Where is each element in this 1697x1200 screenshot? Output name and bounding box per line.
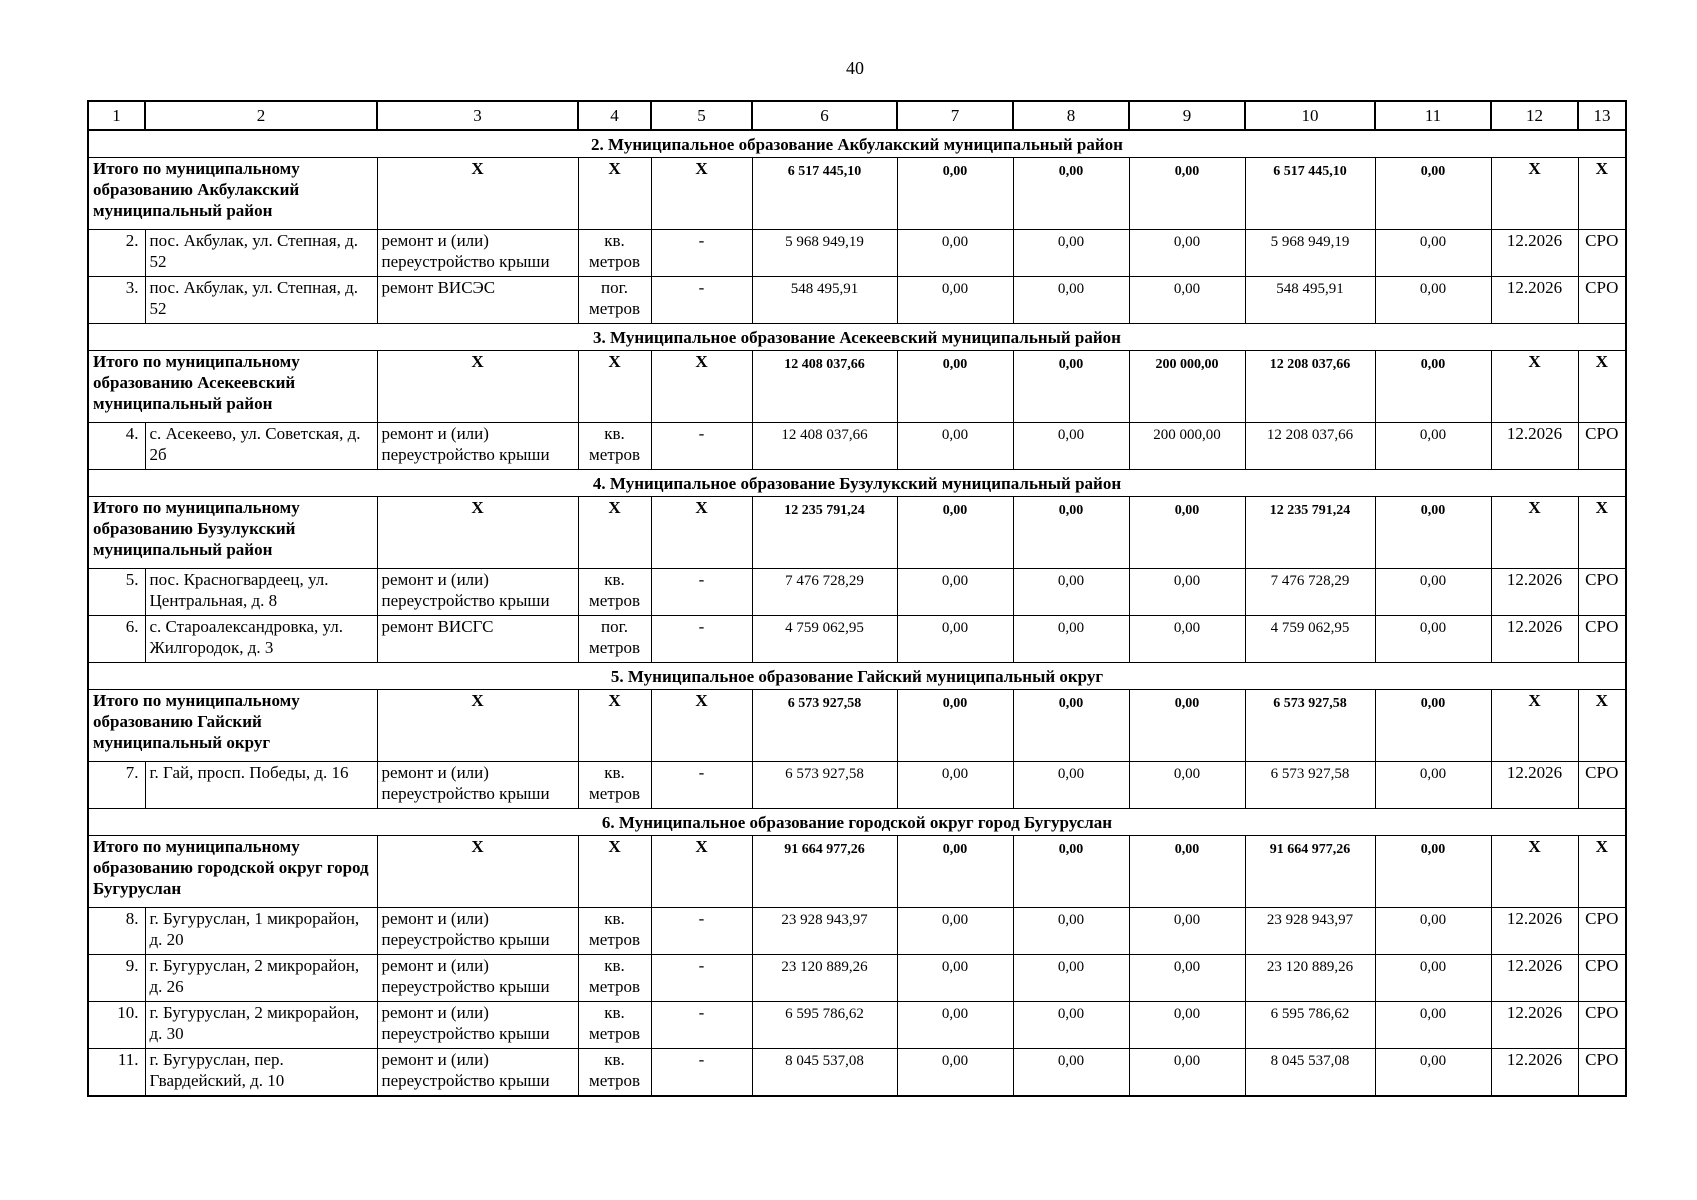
- row-cell-c8: 0,00: [1013, 616, 1129, 663]
- section-title-row: [88, 470, 1626, 497]
- header-cell: 3: [377, 101, 578, 130]
- row-number: 3.: [88, 277, 145, 324]
- address-cell: с. Асекеево, ул. Советская, д. 2б: [145, 423, 377, 470]
- total-cell-c10: 12 235 791,24: [1245, 497, 1375, 569]
- row-cell-c5: -: [651, 569, 752, 616]
- row-cell-c12: 12.2026: [1491, 423, 1578, 470]
- row-cell-c11: 0,00: [1375, 762, 1491, 809]
- row-cell-c9: 0,00: [1129, 908, 1245, 955]
- column-number-header: [88, 101, 1626, 130]
- row-cell-c8: 0,00: [1013, 762, 1129, 809]
- row-number: 8.: [88, 908, 145, 955]
- row-cell-c9: 200 000,00: [1129, 423, 1245, 470]
- row-cell-c11: 0,00: [1375, 230, 1491, 277]
- row-cell-c5: -: [651, 616, 752, 663]
- section-title-row: [88, 809, 1626, 836]
- row-cell-c12: 12.2026: [1491, 1049, 1578, 1097]
- row-cell-c10: 5 968 949,19: [1245, 230, 1375, 277]
- header-cell: 2: [145, 101, 377, 130]
- total-cell-c9: 0,00: [1129, 690, 1245, 762]
- row-cell-c13: СРО: [1578, 569, 1626, 616]
- row-cell-c12: 12.2026: [1491, 762, 1578, 809]
- row-number: 5.: [88, 569, 145, 616]
- row-cell-c10: 548 495,91: [1245, 277, 1375, 324]
- row-cell-c8: 0,00: [1013, 908, 1129, 955]
- row-cell-c5: -: [651, 908, 752, 955]
- total-cell-c3: X: [377, 497, 578, 569]
- unit-cell: кв. метров: [578, 569, 651, 616]
- total-cell-c4: X: [578, 836, 651, 908]
- row-cell-c8: 0,00: [1013, 423, 1129, 470]
- work-type-cell: ремонт и (или) переустройство крыши: [377, 908, 578, 955]
- total-cell-c9: 200 000,00: [1129, 351, 1245, 423]
- address-cell: г. Бугуруслан, 1 микрорайон, д. 20: [145, 908, 377, 955]
- row-cell-c12: 12.2026: [1491, 908, 1578, 955]
- row-cell-c7: 0,00: [897, 955, 1013, 1002]
- table-row: [88, 230, 1626, 277]
- total-label: Итого по муниципальному образованию Бузулукский муниципальный район: [88, 497, 377, 569]
- header-cell: 5: [651, 101, 752, 130]
- section-title-row: [88, 324, 1626, 351]
- total-cell-c13: X: [1578, 351, 1626, 423]
- row-cell-c7: 0,00: [897, 762, 1013, 809]
- row-cell-c6: 23 120 889,26: [752, 955, 897, 1002]
- row-cell-c6: 6 573 927,58: [752, 762, 897, 809]
- total-cell-c11: 0,00: [1375, 158, 1491, 230]
- unit-cell: кв. метров: [578, 423, 651, 470]
- total-cell-c5: X: [651, 497, 752, 569]
- row-number: 2.: [88, 230, 145, 277]
- row-number: 6.: [88, 616, 145, 663]
- row-cell-c11: 0,00: [1375, 277, 1491, 324]
- row-cell-c6: 12 408 037,66: [752, 423, 897, 470]
- row-cell-c10: 6 573 927,58: [1245, 762, 1375, 809]
- unit-cell: кв. метров: [578, 762, 651, 809]
- total-cell-c8: 0,00: [1013, 497, 1129, 569]
- total-cell-c10: 6 573 927,58: [1245, 690, 1375, 762]
- row-cell-c9: 0,00: [1129, 616, 1245, 663]
- row-cell-c13: СРО: [1578, 423, 1626, 470]
- table-row: [88, 569, 1626, 616]
- row-cell-c10: 4 759 062,95: [1245, 616, 1375, 663]
- total-cell-c10: 12 208 037,66: [1245, 351, 1375, 423]
- work-type-cell: ремонт и (или) переустройство крыши: [377, 1002, 578, 1049]
- total-cell-c7: 0,00: [897, 351, 1013, 423]
- address-cell: г. Бугуруслан, 2 микрорайон, д. 26: [145, 955, 377, 1002]
- row-cell-c10: 12 208 037,66: [1245, 423, 1375, 470]
- table-row: [88, 908, 1626, 955]
- total-cell-c13: X: [1578, 158, 1626, 230]
- row-cell-c13: СРО: [1578, 230, 1626, 277]
- total-cell-c10: 91 664 977,26: [1245, 836, 1375, 908]
- address-cell: с. Староалександровка, ул. Жилгородок, д. 3: [145, 616, 377, 663]
- table-row: [88, 1049, 1626, 1097]
- row-cell-c12: 12.2026: [1491, 569, 1578, 616]
- address-cell: г. Гай, просп. Победы, д. 16: [145, 762, 377, 809]
- total-cell-c7: 0,00: [897, 836, 1013, 908]
- row-number: 4.: [88, 423, 145, 470]
- total-cell-c3: X: [377, 351, 578, 423]
- total-cell-c13: X: [1578, 836, 1626, 908]
- row-cell-c8: 0,00: [1013, 955, 1129, 1002]
- row-number: 9.: [88, 955, 145, 1002]
- row-cell-c12: 12.2026: [1491, 955, 1578, 1002]
- work-type-cell: ремонт и (или) переустройство крыши: [377, 569, 578, 616]
- row-cell-c6: 4 759 062,95: [752, 616, 897, 663]
- row-cell-c8: 0,00: [1013, 569, 1129, 616]
- row-cell-c10: 23 120 889,26: [1245, 955, 1375, 1002]
- row-cell-c6: 6 595 786,62: [752, 1002, 897, 1049]
- unit-cell: пог. метров: [578, 277, 651, 324]
- total-cell-c3: X: [377, 158, 578, 230]
- total-cell-c9: 0,00: [1129, 497, 1245, 569]
- row-cell-c7: 0,00: [897, 569, 1013, 616]
- row-cell-c13: СРО: [1578, 1002, 1626, 1049]
- row-cell-c7: 0,00: [897, 1049, 1013, 1097]
- row-cell-c12: 12.2026: [1491, 1002, 1578, 1049]
- total-cell-c10: 6 517 445,10: [1245, 158, 1375, 230]
- row-cell-c7: 0,00: [897, 277, 1013, 324]
- header-cell: 6: [752, 101, 897, 130]
- header-cell: 4: [578, 101, 651, 130]
- row-cell-c7: 0,00: [897, 908, 1013, 955]
- total-cell-c3: X: [377, 836, 578, 908]
- total-cell-c13: X: [1578, 497, 1626, 569]
- section-title: 6. Муниципальное образование городской округ город Бугуруслан: [88, 809, 1626, 836]
- row-cell-c10: 23 928 943,97: [1245, 908, 1375, 955]
- total-cell-c11: 0,00: [1375, 497, 1491, 569]
- section-title: 4. Муниципальное образование Бузулукский муниципальный район: [88, 470, 1626, 497]
- row-cell-c11: 0,00: [1375, 423, 1491, 470]
- header-cell: 11: [1375, 101, 1491, 130]
- total-label: Итого по муниципальному образованию Гайский муниципальный округ: [88, 690, 377, 762]
- page-number: 40: [846, 58, 864, 78]
- total-cell-c3: X: [377, 690, 578, 762]
- total-label: Итого по муниципальному образованию городской округ город Бугуруслан: [88, 836, 377, 908]
- table-row: [88, 1002, 1626, 1049]
- total-cell-c5: X: [651, 690, 752, 762]
- work-type-cell: ремонт и (или) переустройство крыши: [377, 423, 578, 470]
- section-total-row: [88, 836, 1626, 908]
- row-cell-c5: -: [651, 762, 752, 809]
- row-cell-c11: 0,00: [1375, 955, 1491, 1002]
- row-cell-c6: 8 045 537,08: [752, 1049, 897, 1097]
- unit-cell: кв. метров: [578, 955, 651, 1002]
- work-type-cell: ремонт и (или) переустройство крыши: [377, 230, 578, 277]
- table-row: [88, 955, 1626, 1002]
- total-cell-c7: 0,00: [897, 158, 1013, 230]
- row-cell-c11: 0,00: [1375, 569, 1491, 616]
- row-cell-c13: СРО: [1578, 955, 1626, 1002]
- address-cell: г. Бугуруслан, 2 микрорайон, д. 30: [145, 1002, 377, 1049]
- total-cell-c7: 0,00: [897, 497, 1013, 569]
- total-cell-c8: 0,00: [1013, 158, 1129, 230]
- row-cell-c7: 0,00: [897, 423, 1013, 470]
- table-body: [88, 101, 1626, 1096]
- total-cell-c12: X: [1491, 158, 1578, 230]
- row-cell-c10: 8 045 537,08: [1245, 1049, 1375, 1097]
- row-cell-c8: 0,00: [1013, 1002, 1129, 1049]
- table-row: [88, 762, 1626, 809]
- total-cell-c4: X: [578, 351, 651, 423]
- total-label: Итого по муниципальному образованию Асекеевский муниципальный район: [88, 351, 377, 423]
- row-cell-c12: 12.2026: [1491, 277, 1578, 324]
- address-cell: пос. Акбулак, ул. Степная, д. 52: [145, 230, 377, 277]
- row-cell-c9: 0,00: [1129, 230, 1245, 277]
- total-cell-c4: X: [578, 497, 651, 569]
- row-cell-c6: 23 928 943,97: [752, 908, 897, 955]
- unit-cell: кв. метров: [578, 230, 651, 277]
- unit-cell: кв. метров: [578, 908, 651, 955]
- row-cell-c9: 0,00: [1129, 1049, 1245, 1097]
- total-cell-c4: X: [578, 158, 651, 230]
- total-cell-c7: 0,00: [897, 690, 1013, 762]
- row-cell-c13: СРО: [1578, 908, 1626, 955]
- row-cell-c12: 12.2026: [1491, 230, 1578, 277]
- row-cell-c5: -: [651, 955, 752, 1002]
- table-row: [88, 423, 1626, 470]
- section-title-row: [88, 130, 1626, 158]
- total-cell-c4: X: [578, 690, 651, 762]
- row-cell-c9: 0,00: [1129, 762, 1245, 809]
- row-number: 11.: [88, 1049, 145, 1097]
- row-cell-c8: 0,00: [1013, 1049, 1129, 1097]
- header-cell: 1: [88, 101, 145, 130]
- section-total-row: [88, 690, 1626, 762]
- row-cell-c5: -: [651, 277, 752, 324]
- row-number: 7.: [88, 762, 145, 809]
- total-cell-c8: 0,00: [1013, 836, 1129, 908]
- row-cell-c6: 5 968 949,19: [752, 230, 897, 277]
- total-cell-c13: X: [1578, 690, 1626, 762]
- total-label: Итого по муниципальному образованию Акбулакский муниципальный район: [88, 158, 377, 230]
- header-cell: 13: [1578, 101, 1626, 130]
- total-cell-c5: X: [651, 836, 752, 908]
- row-cell-c7: 0,00: [897, 616, 1013, 663]
- row-cell-c6: 548 495,91: [752, 277, 897, 324]
- header-cell: 12: [1491, 101, 1578, 130]
- table-row: [88, 616, 1626, 663]
- work-type-cell: ремонт и (или) переустройство крыши: [377, 1049, 578, 1097]
- total-cell-c11: 0,00: [1375, 690, 1491, 762]
- section-total-row: [88, 351, 1626, 423]
- row-cell-c5: -: [651, 1049, 752, 1097]
- row-cell-c13: СРО: [1578, 1049, 1626, 1097]
- total-cell-c6: 91 664 977,26: [752, 836, 897, 908]
- total-cell-c6: 12 235 791,24: [752, 497, 897, 569]
- work-type-cell: ремонт и (или) переустройство крыши: [377, 762, 578, 809]
- total-cell-c9: 0,00: [1129, 836, 1245, 908]
- row-cell-c11: 0,00: [1375, 908, 1491, 955]
- row-cell-c9: 0,00: [1129, 955, 1245, 1002]
- section-total-row: [88, 158, 1626, 230]
- total-cell-c8: 0,00: [1013, 690, 1129, 762]
- total-cell-c11: 0,00: [1375, 836, 1491, 908]
- total-cell-c6: 6 517 445,10: [752, 158, 897, 230]
- row-cell-c13: СРО: [1578, 616, 1626, 663]
- unit-cell: кв. метров: [578, 1002, 651, 1049]
- total-cell-c12: X: [1491, 351, 1578, 423]
- total-cell-c12: X: [1491, 497, 1578, 569]
- work-type-cell: ремонт и (или) переустройство крыши: [377, 955, 578, 1002]
- address-cell: г. Бугуруслан, пер. Гвардейский, д. 10: [145, 1049, 377, 1097]
- total-cell-c12: X: [1491, 690, 1578, 762]
- table-row: [88, 277, 1626, 324]
- unit-cell: пог. метров: [578, 616, 651, 663]
- row-cell-c10: 6 595 786,62: [1245, 1002, 1375, 1049]
- header-cell: 8: [1013, 101, 1129, 130]
- work-type-cell: ремонт ВИСЭС: [377, 277, 578, 324]
- total-cell-c11: 0,00: [1375, 351, 1491, 423]
- total-cell-c12: X: [1491, 836, 1578, 908]
- row-cell-c9: 0,00: [1129, 277, 1245, 324]
- total-cell-c6: 12 408 037,66: [752, 351, 897, 423]
- total-cell-c9: 0,00: [1129, 158, 1245, 230]
- total-cell-c8: 0,00: [1013, 351, 1129, 423]
- row-cell-c13: СРО: [1578, 277, 1626, 324]
- section-title-row: [88, 663, 1626, 690]
- total-cell-c5: X: [651, 158, 752, 230]
- row-cell-c8: 0,00: [1013, 230, 1129, 277]
- row-cell-c5: -: [651, 230, 752, 277]
- row-cell-c7: 0,00: [897, 230, 1013, 277]
- row-cell-c11: 0,00: [1375, 1002, 1491, 1049]
- section-title: 3. Муниципальное образование Асекеевский муниципальный район: [88, 324, 1626, 351]
- row-cell-c8: 0,00: [1013, 277, 1129, 324]
- row-cell-c7: 0,00: [897, 1002, 1013, 1049]
- row-cell-c11: 0,00: [1375, 616, 1491, 663]
- row-cell-c9: 0,00: [1129, 1002, 1245, 1049]
- header-cell: 7: [897, 101, 1013, 130]
- row-cell-c13: СРО: [1578, 762, 1626, 809]
- total-cell-c5: X: [651, 351, 752, 423]
- row-cell-c5: -: [651, 423, 752, 470]
- capital-repair-table: [87, 100, 1627, 1097]
- row-cell-c10: 7 476 728,29: [1245, 569, 1375, 616]
- address-cell: пос. Красногвардеец, ул. Центральная, д. 8: [145, 569, 377, 616]
- header-cell: 9: [1129, 101, 1245, 130]
- address-cell: пос. Акбулак, ул. Степная, д. 52: [145, 277, 377, 324]
- header-cell: 10: [1245, 101, 1375, 130]
- section-title: 2. Муниципальное образование Акбулакский муниципальный район: [88, 130, 1626, 158]
- work-type-cell: ремонт ВИСГС: [377, 616, 578, 663]
- row-cell-c6: 7 476 728,29: [752, 569, 897, 616]
- total-cell-c6: 6 573 927,58: [752, 690, 897, 762]
- row-number: 10.: [88, 1002, 145, 1049]
- row-cell-c5: -: [651, 1002, 752, 1049]
- section-total-row: [88, 497, 1626, 569]
- row-cell-c11: 0,00: [1375, 1049, 1491, 1097]
- row-cell-c9: 0,00: [1129, 569, 1245, 616]
- unit-cell: кв. метров: [578, 1049, 651, 1097]
- section-title: 5. Муниципальное образование Гайский муниципальный округ: [88, 663, 1626, 690]
- row-cell-c12: 12.2026: [1491, 616, 1578, 663]
